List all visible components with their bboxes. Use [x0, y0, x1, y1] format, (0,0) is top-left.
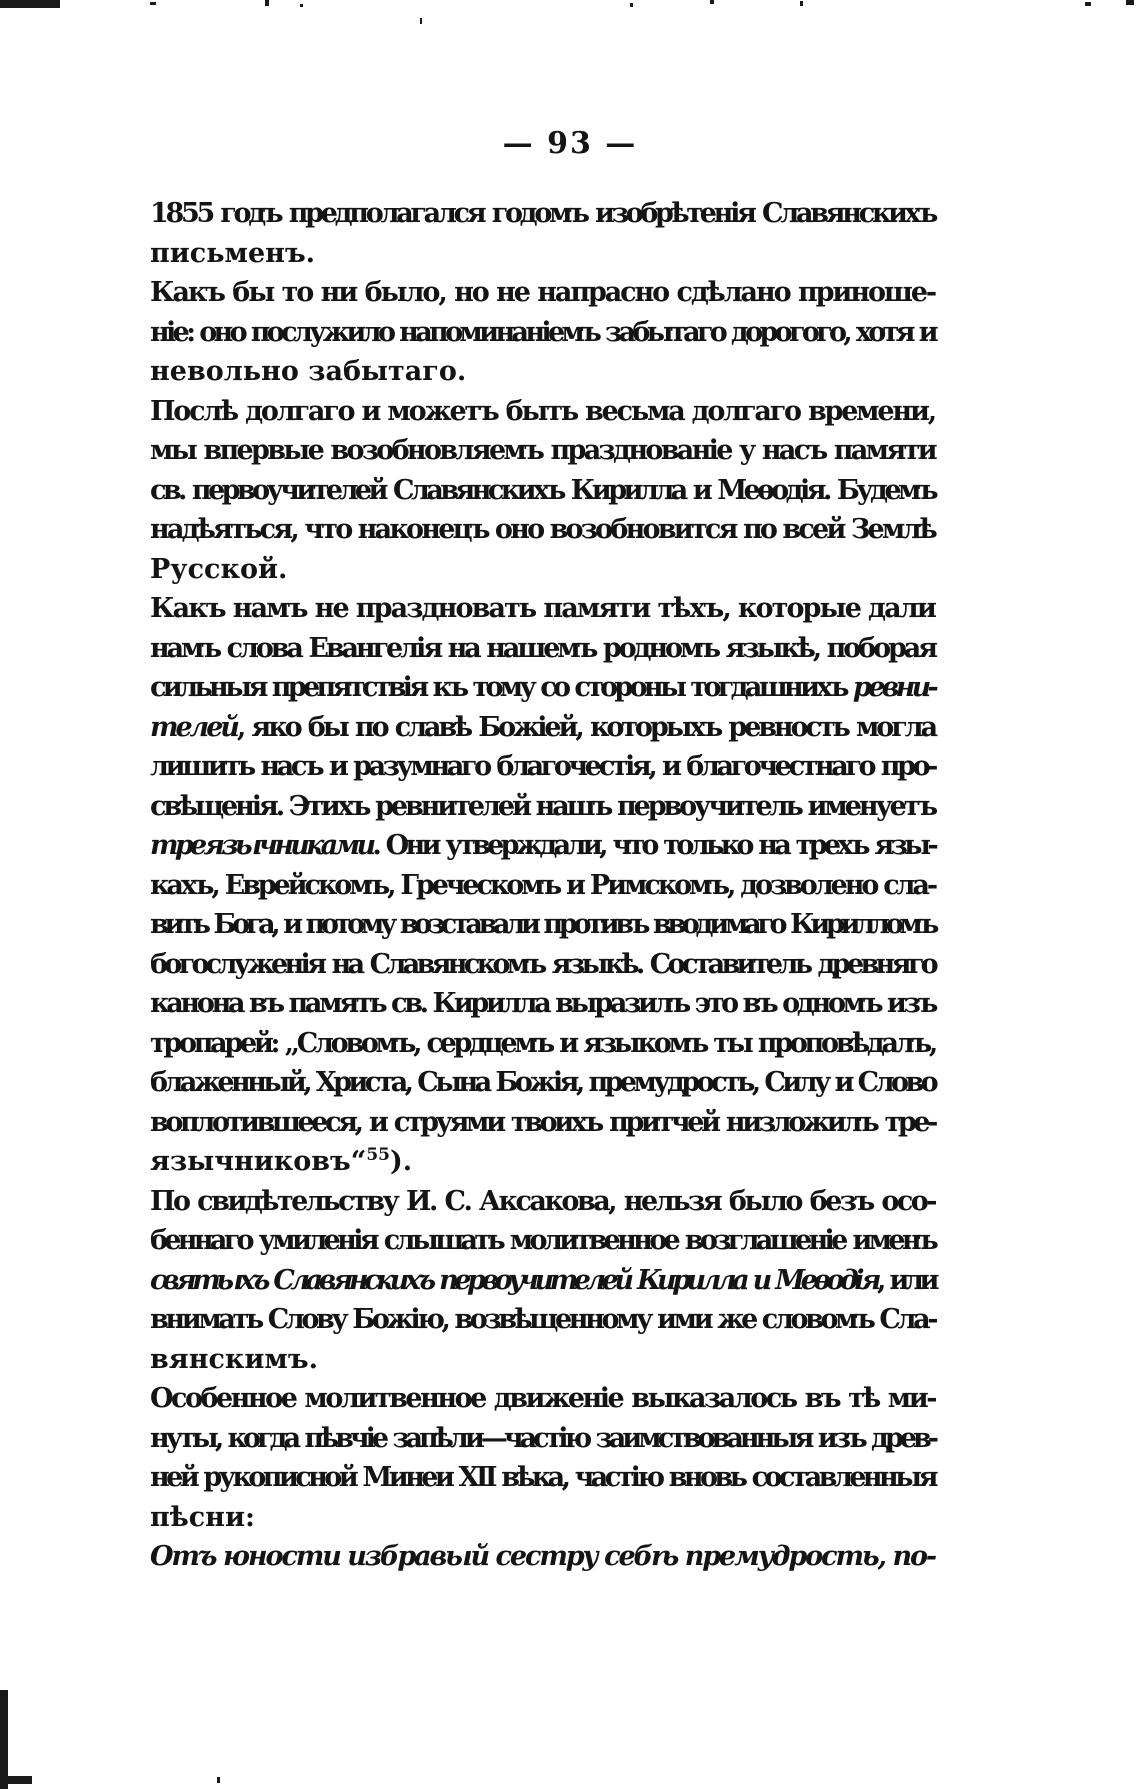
scan-artifact-top	[0, 0, 60, 8]
text-line: тропарей: „Словомъ, сердцемъ и языкомъ ты проповѣдалъ,	[150, 1027, 935, 1059]
text-line: невольно забытаго.	[150, 356, 467, 387]
text-line: свѣщенія. Этихъ ревнителей нашъ первоучитель именуетъ	[150, 790, 935, 822]
text-line: кахъ, Еврейскомъ, Греческомъ и Римскомъ, дозволено сла-	[150, 869, 935, 901]
text-line: мы впервые возобновляемъ празднованіе у насъ памяти	[150, 435, 935, 466]
text-line: язычниковъ“$^{55}$).	[150, 1145, 413, 1177]
text-line: вить Бога, и потому возставали противъ вводимаго Кирилломъ	[150, 909, 935, 940]
text-line: Какъ намъ не праздновать памяти тѣхъ, которые дали	[150, 593, 935, 624]
text-line: лишить насъ и разумнаго благочестія, и благочестнаго про-	[150, 751, 935, 782]
text-line: св. первоучителей Славянскихъ Кирилла и Меѳодія. Будемъ	[150, 474, 935, 506]
text-line: письменъ.	[150, 237, 316, 269]
text-line: Послѣ долгаго и можетъ быть весьма долгаго времени,	[150, 395, 935, 427]
text-line: блаженный, Христа, Сына Божія, премудрость, Силу и Слово	[150, 1067, 935, 1098]
text-line: воплотившееся, и струями твоихъ притчей низложилъ тре-	[150, 1106, 935, 1138]
footnote-ref: 55	[366, 1145, 390, 1165]
text-line: Русской.	[150, 553, 288, 585]
text-line: пѣсни:	[150, 1501, 255, 1533]
text-line: святыхъ Славянскихъ первоучителей Кирилла и Меѳодія, или	[150, 1264, 935, 1296]
text-line: ней рукописной Минеи XII вѣка, частію вновь составленныя	[150, 1462, 935, 1493]
text-line: телей, яко бы по славѣ Божіей, которыхъ ревность могла	[150, 711, 935, 743]
text-line: Особенное молитвенное движеніе выказалось въ тѣ ми-	[150, 1383, 935, 1414]
text-line: беннаго умиленія слышать молитвенное возглашеніе именъ	[150, 1225, 935, 1256]
text-line: ніе: оно послужило напоминаніемъ забытаго дорогого, хотя и	[150, 316, 935, 348]
scan-artifact-left	[0, 1690, 8, 1789]
text-line: сильныя препятствія къ тому со стороны тогдашнихъ ревни-	[150, 672, 936, 703]
text-line: По свидѣтельству И. С. Аксакова, нельзя было безъ осо-	[150, 1185, 935, 1217]
text-line: богослуженія на Славянскомъ языкѣ. Составитель древняго	[150, 948, 935, 980]
text-line: намъ слова Евангелія на нашемъ родномъ языкѣ, поборая	[150, 632, 935, 664]
text-line: Какъ бы то ни было, но не напрасно сдѣлано приноше-	[150, 277, 935, 308]
text-line: канона въ память св. Кирилла выразилъ это въ одномъ изъ	[150, 988, 935, 1019]
text-line: вянскимъ.	[150, 1343, 318, 1375]
body-text	[150, 194, 935, 1577]
text-line: треязычниками. Они утверждали, что только на трехъ язы-	[150, 830, 935, 861]
text-line: внимать Слову Божію, возвѣщенному ими же словомъ Сла-	[150, 1304, 935, 1335]
text-line: Отъ юности избравый сестру себѣ премудрость, по-	[150, 1541, 935, 1572]
text-line: 1855 годъ предполагался годомъ изобрѣтенія Славянскихъ	[150, 198, 935, 229]
text-line: надѣяться, что наконецъ оно возобновится по всей Землѣ	[150, 514, 935, 545]
scan-artifact-left-foot	[0, 1776, 32, 1784]
page-number: — 93 —	[502, 126, 638, 161]
text-line: нуты, когда пѣвчіе запѣли—частію заимствованныя изъ древ-	[150, 1422, 935, 1454]
